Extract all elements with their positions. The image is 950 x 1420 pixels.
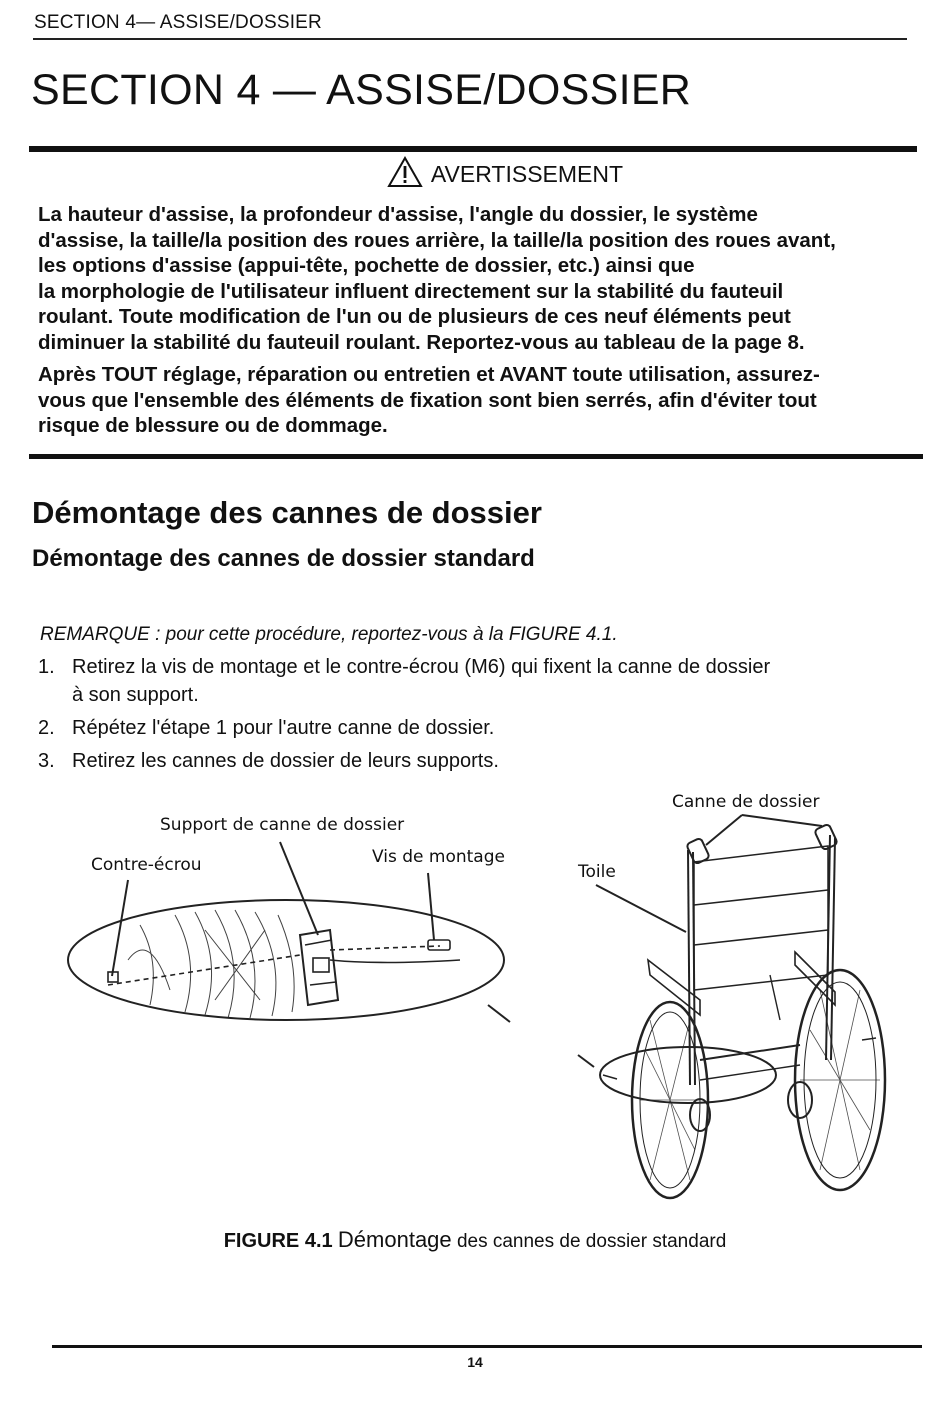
figure-label: FIGURE 4.1 <box>223 1230 333 1252</box>
step-text: Retirez la vis de montage et le contre-écrou (M6) qui fixent la canne de dossier <box>72 656 771 678</box>
callout-toile: Toile <box>578 862 616 882</box>
procedure-note: REMARQUE : pour cette procédure, reportez-vous à la FIGURE 4.1. <box>40 624 618 645</box>
warning-line: diminuer la stabilité du fauteuil roulant. Reportez-vous au tableau de la page 8. <box>38 330 805 354</box>
figure-caption-word: Démontage <box>337 1227 452 1252</box>
callout-support: Support de canne de dossier <box>160 815 405 835</box>
warning-line: la morphologie de l'utilisateur influent directement sur la stabilité du fauteuil <box>38 279 784 303</box>
warning-line: vous que l'ensemble des éléments de fixation sont bien serrés, afin d'éviter tout <box>38 388 817 412</box>
step-number: 3. <box>38 750 55 772</box>
page-number: 14 <box>467 1354 483 1370</box>
running-header: SECTION 4— ASSISE/DOSSIER <box>34 12 322 33</box>
step-number: 1. <box>38 656 55 678</box>
heading-2: Démontage des cannes de dossier <box>32 495 542 530</box>
wheelchair-drawing <box>596 815 885 1198</box>
step-number: 2. <box>38 717 55 739</box>
heading-3: Démontage des cannes de dossier standard <box>32 545 535 572</box>
detail-screw <box>330 946 440 950</box>
callout-contre-ecrou: Contre-écrou <box>91 855 202 875</box>
warning-line: les options d'assise (appui-tête, pochette de dossier, etc.) ainsi que <box>38 254 695 277</box>
step-text: Répétez l'étape 1 pour l'autre canne de dossier. <box>72 717 495 739</box>
section-title: SECTION 4 — ASSISE/DOSSIER <box>31 66 692 114</box>
figure-caption <box>0 1227 950 1253</box>
step-text: Retirez les cannes de dossier de leurs supports. <box>72 750 499 772</box>
warning-line: d'assise, la taille/la position des roues arrière, la taille/la position des roues avant, <box>38 228 836 252</box>
step-text-continued: à son support. <box>72 684 199 706</box>
warning-heading-text: AVERTISSEMENT <box>430 161 624 187</box>
detail-bracket <box>300 930 338 1005</box>
callout-vis-de-montage: Vis de montage <box>372 847 505 867</box>
warning-line: Après TOUT réglage, réparation ou entretien et AVANT toute utilisation, assurez- <box>38 363 820 386</box>
warning-line: risque de blessure ou de dommage. <box>38 414 388 437</box>
warning-line: roulant. Toute modification de l'un ou de plusieurs de ces neuf éléments peut <box>38 305 791 328</box>
detail-ellipse <box>68 900 504 1020</box>
footer-rule <box>52 1345 922 1348</box>
warning-line: La hauteur d'assise, la profondeur d'assise, l'angle du dossier, le système <box>38 203 758 226</box>
detail-wheel-spokes <box>128 910 294 1018</box>
figure-caption-text: des cannes de dossier standard <box>456 1231 727 1252</box>
callout-canne-de-dossier: Canne de dossier <box>672 792 820 812</box>
